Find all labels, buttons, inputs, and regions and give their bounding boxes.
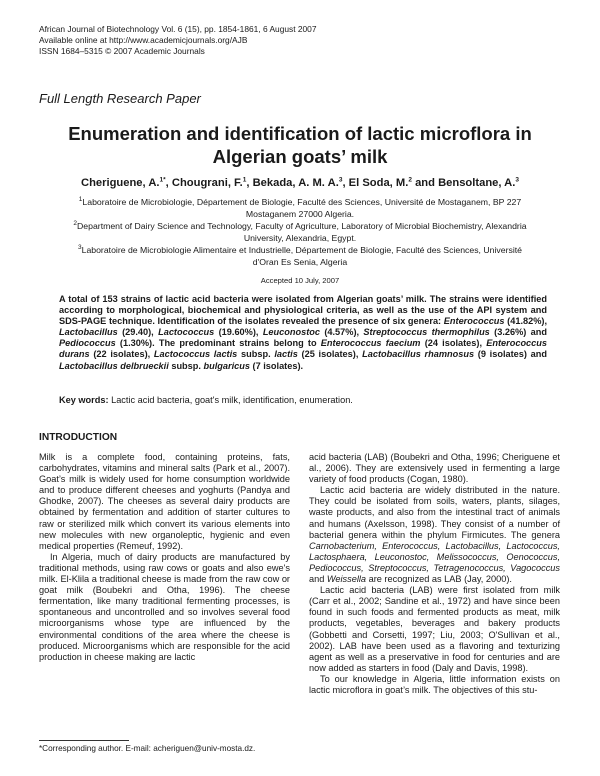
author-list <box>40 177 560 189</box>
abstract-text: (19.60%), <box>214 327 263 338</box>
affiliation-item <box>68 221 532 244</box>
author-separator: , <box>342 177 349 189</box>
abstract-text: (9 isolates) and <box>474 349 548 360</box>
author-affiliation-mark: 2 <box>408 176 412 184</box>
body-paragraph: Lactic acid bacteria (LAB) were first isolated from milk (Carr et al., 2002; Sandine et al., 1972) and have since been found in such foods and fermented products as meat, milk products, vegetables, beverages and bakery products (Gobbetti and Corsetti, 1997; Liu, 2003; O'Sullivan et al., 2002). LAB have been used as a flavoring and texturizing agent as well as a preservative in food for centuries and are now added as starters in food (Daly and Davis, 1998). <box>309 585 560 673</box>
journal-issn: ISSN 1684–5315 © 2007 Academic Journals <box>39 46 205 56</box>
species-name: Enterococcus faecium <box>320 338 421 349</box>
affiliation-number: 3 <box>77 244 82 252</box>
author-name: El Soda, M. <box>348 177 409 189</box>
body-column-left <box>39 452 290 663</box>
author-name: Cheriguene, A. <box>80 177 160 189</box>
body-column-right <box>309 452 560 696</box>
abstract-text: (3.26%) and <box>489 327 548 338</box>
genus-name: Enterococcus <box>443 316 505 327</box>
journal-header <box>39 24 317 57</box>
keywords-text: Lactic acid bacteria, goat's milk, identification, enumeration. <box>108 395 353 405</box>
paper-title: Enumeration and identification of lactic microflora in Algerian goats’ milk <box>68 123 532 167</box>
genus-name: Pediococcus <box>59 338 116 349</box>
abstract-text: (41.82%), <box>504 316 547 327</box>
affiliation-item <box>68 197 532 220</box>
genus-list: Carnobacterium, Enterococcus, Lactobacillus, Lactococcus, Lactosphaera, Leuconostoc, Melissococcus, Oenococcus, Pediococcus, Streptococcus, Tetragenococcus, Vagococcus <box>309 540 560 573</box>
author-affiliation-mark: 1 <box>242 176 247 184</box>
corresponding-author-footnote: *Corresponding author. E-mail: acheriguen@univ-mosta.dz. <box>39 744 256 753</box>
abstract-text: (29.40), <box>117 327 159 338</box>
species-name: Lactococcus lactis <box>153 349 238 360</box>
author-affiliation-mark: 1* <box>159 176 166 184</box>
journal-citation: African Journal of Biotechnology Vol. 6 (15), pp. 1854-1861, 6 August 2007 <box>39 24 317 34</box>
genus-name: Weissella <box>326 574 367 585</box>
abstract-text: subsp. <box>168 360 204 371</box>
abstract-text: subsp. <box>237 349 275 360</box>
species-name: Lactobacillus rhamnosus <box>362 349 475 360</box>
affiliation-text: Department of Dairy Science and Technology, Faculty of Agriculture, Laboratory of Microbial Biochemistry, Alexandria University, Alexandria, Egypt. <box>77 221 527 243</box>
author-name: Chougrani, F. <box>171 177 243 189</box>
paper-type: Full Length Research Paper <box>39 91 201 106</box>
abstract-text: (25 isolates), <box>297 349 363 360</box>
affiliation-item <box>68 245 532 268</box>
abstract <box>59 294 547 372</box>
abstract-text: (1.30%). The predominant strains belong to <box>115 338 321 349</box>
species-name: Lactobacillus delbrueckii <box>59 360 169 371</box>
abstract-text: (4.57%), <box>319 327 364 338</box>
affiliations <box>68 197 532 269</box>
genus-name: Lactococcus <box>158 327 215 338</box>
body-text: Lactic acid bacteria are widely distributed in the nature. They could be isolated from soils, waters, plants, silages, waste products, and also from the intestinal tract of animals and humans (Axelsson, 1998). They consist of a number of bacterial genera within the phylum Firmicutes. The genera <box>309 485 560 540</box>
author-affiliation-mark: 3 <box>515 176 519 184</box>
species-name: bulgaricus <box>203 360 250 371</box>
abstract-text: A total of 153 strains of lactic acid bacteria were isolated from Algerian goats’ milk. The strains were identified according to morphological, biochemical and physiological criteria, as well as the use of the API system and SDS-PAGE technique. Identification of the isolates revealed the presence of six genera: <box>59 294 547 327</box>
affiliation-text: Laboratoire de Microbiologie Alimentaire et Industrielle, Département de Biologie, Faculté des Sciences, Université d'Oran Es Senia, Algeria <box>81 245 523 267</box>
footnote-divider <box>39 740 129 741</box>
body-paragraph: Milk is a complete food, containing proteins, fats, carbohydrates, vitamins and mineral salts (Park et al., 2007). Goat’s milk is widely used for home consumption worldwide and to produce different cheeses and yoghurts (Pandya and Ghodke, 2007). The cheeses as several dairy products are obtained by fermentation and addition of starter cultures to raw or sterilized milk which convert its various elements into new molecules with new organoleptic, hygienic and even medical properties (Remeuf, 1992). <box>39 452 290 551</box>
species-name: lactis <box>274 349 298 360</box>
author-separator: , <box>165 177 172 189</box>
author-separator: and <box>411 177 439 189</box>
keywords <box>59 395 547 405</box>
body-text: are recognized as LAB (Jay, 2000). <box>366 574 512 585</box>
author-affiliation-mark: 3 <box>338 176 343 184</box>
keywords-label: Key words: <box>59 395 109 405</box>
journal-url: Available online at http://www.academicjournals.org/AJB <box>39 35 248 45</box>
abstract-text: (7 isolates). <box>249 360 304 371</box>
affiliation-text: Laboratoire de Microbiologie, Département de Biologie, Faculté des Sciences, Université de Mostaganem, BP 227 Mostaganem 27000 Algeria. <box>82 197 522 219</box>
species-name: Enterococcus durans <box>59 338 547 360</box>
genus-name: Streptococcus thermophilus <box>363 327 490 338</box>
abstract-text: (22 isolates), <box>89 349 154 360</box>
section-heading-introduction: INTRODUCTION <box>39 432 118 443</box>
abstract-text: (24 isolates), <box>420 338 487 349</box>
affiliation-number: 1 <box>78 196 83 204</box>
body-text: and <box>309 574 327 585</box>
author-name: Bekada, A. M. A. <box>252 177 339 189</box>
accepted-date: Accepted 10 July, 2007 <box>260 276 340 285</box>
genus-name: Lactobacillus <box>59 327 118 338</box>
affiliation-number: 2 <box>73 220 78 228</box>
body-paragraph: In Algeria, much of dairy products are manufactured by traditional methods, using raw cows or goats and also ewe's milk. El-Klila a traditional cheese is made from the raw cow or goat milk (Boubekri and Otha, 1996). The cheese fermentation, like many traditional fermenting processes, is spontaneous and uncontrolled and so involves several food microorganisms whose type are influenced by the environmental conditions of the area where the cheese is produced. Microorganisms which are responsible for the acid production in cheese making are lactic <box>39 551 290 662</box>
body-paragraph: acid bacteria (LAB) (Boubekri and Otha, 1996; Cheriguene et al., 2006). They are extensively used in fermenting a large variety of food products (Cogan, 1980). <box>309 452 560 485</box>
genus-name: Leuconostoc <box>262 327 320 338</box>
body-paragraph: To our knowledge in Algeria, little information exists on lactic microflora in goat’s milk. The objectives of this stu- <box>309 673 560 695</box>
body-paragraph <box>309 485 560 585</box>
author-name: Bensoltane, A. <box>438 177 516 189</box>
author-separator: , <box>246 177 253 189</box>
